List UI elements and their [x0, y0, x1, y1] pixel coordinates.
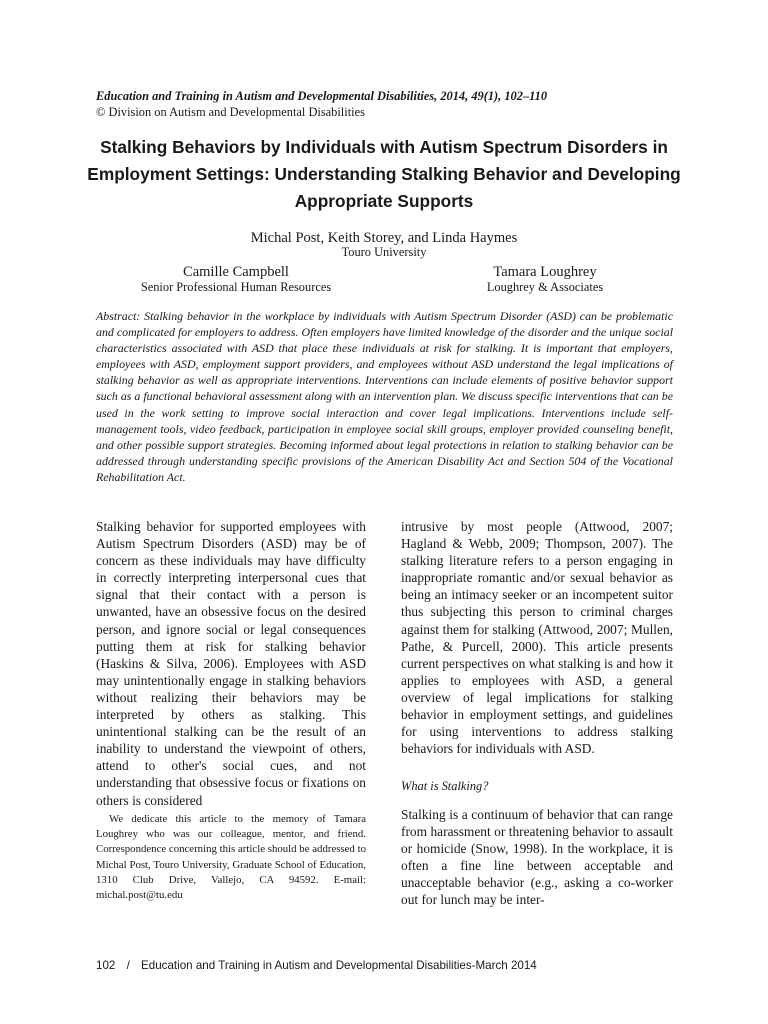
- body-paragraph-right: intrusive by most people (Attwood, 2007; Hagland & Webb, 2009; Thompson, 2007). The stalking literature refers to a person engaging in inappropriate romantic and/or sexual behavior as being an intimacy seeker or an incompetent suitor thus subjecting this person to criminal charges against them for stalking (Attwood, 2007; Mullen, Pathe, & Purcell, 2000). This article presents current perspectives on what stalking is and how it applies to employees with ASD, a general overview of legal implications for stalking behavior in employment settings, and guidelines for using interventions to address stalking behaviors for individuals with ASD.: [401, 519, 673, 757]
- page-footer: [96, 959, 696, 973]
- copyright-notice: © Division on Autism and Developmental Disabilities: [96, 105, 365, 119]
- body-paragraph-left: Stalking behavior for supported employees with Autism Spectrum Disorders (ASD) may be of concern as these individuals may have difficulty in correctly interpreting interpersonal cues that signal that their contact with a person is unwanted, have an obsessive focus on the desired person, and ignore social or legal consequences putting them at risk for stalking behavior (Haskins & Silva, 2006). Employees with ASD may unintentionally engage in stalking behaviors without realizing their behaviors may be interpreted by others as stalking. This unintentional stalking can be the result of an inability to understand the viewpoint of others, attend to other's social cues, and not understanding that obsessive focus or fixations on others is considered: [96, 519, 366, 808]
- page-number: 102: [96, 959, 116, 972]
- section-heading: What is Stalking?: [401, 779, 489, 793]
- affiliation-loughrey: Loughrey & Associates: [486, 280, 604, 294]
- footer-separator: /: [126, 959, 130, 972]
- author-loughrey: Tamara Loughrey: [493, 264, 597, 280]
- body-right-column: [401, 518, 673, 757]
- abstract: Abstract: Stalking behavior in the workplace by individuals with Autism Spectrum Disorder (ASD) can be problematic and complicated for employers to address. Often employers have limited knowledge of the disorder and the unique social characteristics associated with ASD that place these individuals at risk for stalking. It is important that employers, employees with ASD, employment support providers, and employees without ASD understand the legal implications of stalking behavior as well as appropriate interventions. Interventions can include elements of positive behavior support such as a functional behavioral assessment along with an intervention plan. We discuss specific interventions that can be used in the work setting to improve social interaction and cover legal implications. Interventions include self-management tools, video feedback, participation in employee social skill groups, employer provided counseling benefit, and other possible support strategies. Becoming informed about legal protections in relation to stalking behavior can be addressed through understanding specific provisions of the American Disability Act and Section 504 of the Vocational Rehabilitation Act.: [96, 309, 673, 484]
- journal-citation: Education and Training in Autism and Developmental Disabilities, 2014, 49(1), 102–110: [96, 89, 548, 103]
- primary-authors: Michal Post, Keith Storey, and Linda Haymes: [250, 230, 518, 246]
- author-campbell: Camille Campbell: [183, 264, 289, 280]
- section-paragraph: Stalking is a continuum of behavior that can range from harassment or threatening behavior to assault or homicide (Snow, 1998). In the workplace, it is often a fine line between acceptable and unacceptable behavior (e.g., asking a co-worker out for lunch may be inter-: [401, 807, 673, 908]
- primary-affiliation: Touro University: [341, 245, 427, 259]
- author-footnote: We dedicate this article to the memory of Tamara Loughrey who was our colleague, mentor, and friend. Correspondence concerning this article should be addressed to Michal Post, Touro University, Graduate School of Education, 1310 Club Drive, Vallejo, CA 94592. E-mail: michal.post@tu.edu: [96, 813, 366, 902]
- body-left-column: [96, 518, 366, 809]
- article-title: Stalking Behaviors by Individuals with Autism Spectrum Disorders in Employment Settings: Understanding Stalking Behavior and Developing Appropriate Supports: [87, 137, 681, 211]
- running-title: Education and Training in Autism and Developmental Disabilities-March 2014: [141, 959, 537, 972]
- affiliation-campbell: Senior Professional Human Resources: [140, 280, 332, 294]
- section-body: [401, 806, 673, 909]
